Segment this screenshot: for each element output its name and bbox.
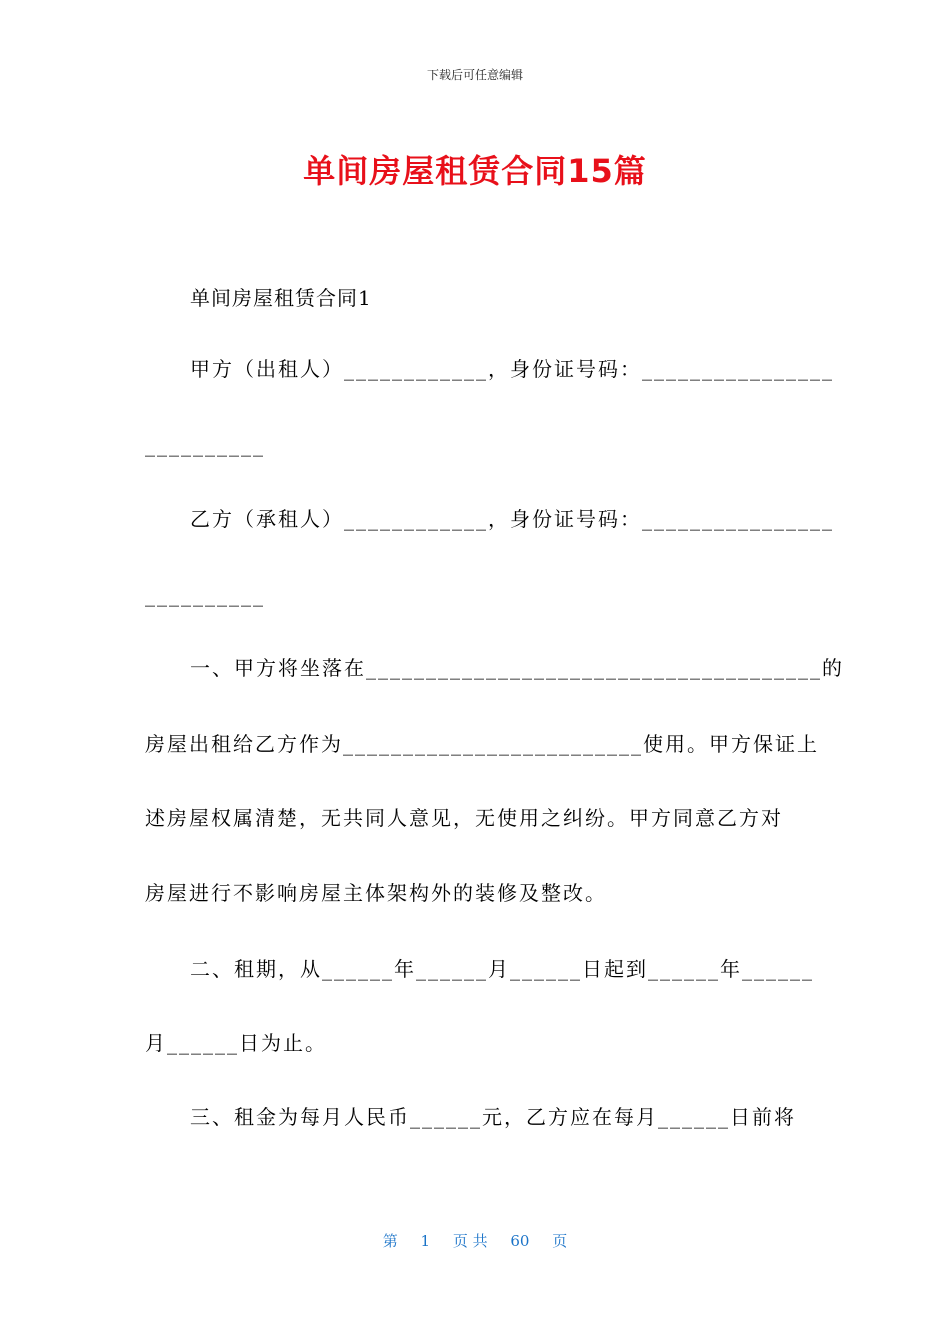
clause-3-line-1: 三、租金为每月人民币______元，乙方应在每月______日前将	[190, 1105, 796, 1129]
party-b-line: 乙方（承租人）____________，身份证号码：________________	[190, 507, 834, 531]
page-footer	[0, 1230, 950, 1251]
section-heading: 单间房屋租赁合同1	[190, 286, 372, 310]
header-note: 下载后可任意编辑	[426, 68, 523, 82]
footer-page-number: 1	[420, 1232, 431, 1250]
party-a-continuation: __________	[145, 433, 265, 457]
document-title: 单间房屋租赁合同15篇	[303, 152, 647, 190]
party-a-line: 甲方（出租人）____________，身份证号码：________________	[190, 357, 834, 381]
clause-1-line-3: 述房屋权属清楚，无共同人意见，无使用之纠纷。甲方同意乙方对	[145, 806, 783, 830]
footer-suffix: 页	[552, 1232, 568, 1250]
footer-prefix: 第	[382, 1232, 398, 1250]
clause-2-line-1: 二、租期，从______年______月______日起到______年______	[190, 957, 814, 981]
party-b-continuation: __________	[145, 583, 265, 607]
clause-1-line-4: 房屋进行不影响房屋主体架构外的装修及整改。	[145, 881, 607, 905]
footer-mid: 页 共	[452, 1232, 488, 1250]
clause-1-line-1: 一、甲方将坐落在______________________________________的	[190, 656, 844, 680]
clause-1-line-2: 房屋出租给乙方作为_________________________使用。甲方保证上	[145, 732, 819, 756]
footer-total-pages: 60	[510, 1232, 530, 1250]
clause-2-line-2: 月______日为止。	[145, 1031, 327, 1055]
